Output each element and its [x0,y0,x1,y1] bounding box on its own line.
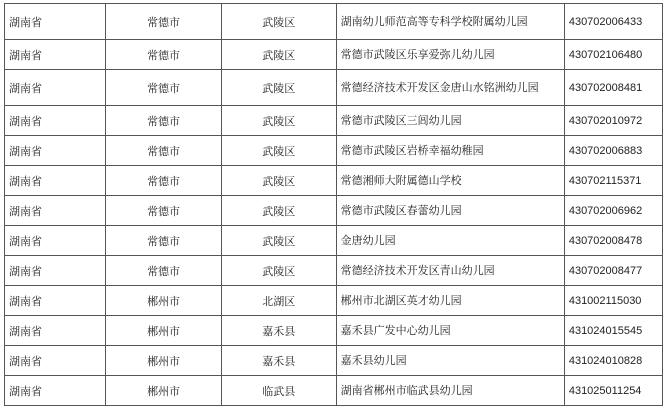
school-name-cell: 嘉禾县广发中心幼儿园 [336,316,564,346]
school-name-cell: 常德市武陵区乐享爱弥儿幼儿园 [336,40,564,70]
school-name-cell: 常德经济技术开发区金唐山水铭洲幼儿园 [336,70,564,106]
school-name-cell: 常德经济技术开发区青山幼儿园 [336,256,564,286]
school-code-cell: 430702006883 [564,136,662,166]
province-cell: 湖南省 [5,256,106,286]
province-cell: 湖南省 [5,196,106,226]
school-name-cell: 湖南省郴州市临武县幼儿园 [336,376,564,406]
table-row [5,106,663,136]
school-code-cell: 431025011254 [564,376,662,406]
city-cell: 常德市 [106,40,222,70]
province-cell: 湖南省 [5,316,106,346]
city-cell: 常德市 [106,256,222,286]
table-row [5,256,663,286]
province-cell: 湖南省 [5,346,106,376]
school-code-cell: 430702010972 [564,106,662,136]
province-cell: 湖南省 [5,166,106,196]
table-row [5,166,663,196]
school-name-cell: 金唐幼儿园 [336,226,564,256]
school-name-cell: 嘉禾县幼儿园 [336,346,564,376]
table-row [5,376,663,406]
district-cell: 嘉禾县 [221,346,336,376]
kindergarten-table [4,3,663,406]
city-cell: 郴州市 [106,286,222,316]
table-body [5,4,663,406]
table-row [5,226,663,256]
school-name-cell: 常德市武陵区春蕾幼儿园 [336,196,564,226]
province-cell: 湖南省 [5,286,106,316]
city-cell: 常德市 [106,106,222,136]
table-row [5,4,663,40]
district-cell: 武陵区 [221,196,336,226]
school-name-cell: 郴州市北湖区英才幼儿园 [336,286,564,316]
school-code-cell: 430702008477 [564,256,662,286]
city-cell: 常德市 [106,70,222,106]
province-cell: 湖南省 [5,376,106,406]
school-code-cell: 431024010828 [564,346,662,376]
city-cell: 郴州市 [106,316,222,346]
school-code-cell: 431024015545 [564,316,662,346]
province-cell: 湖南省 [5,70,106,106]
school-code-cell: 430702006962 [564,196,662,226]
school-name-cell: 常德湘师大附属德山学校 [336,166,564,196]
school-code-cell: 430702106480 [564,40,662,70]
district-cell: 嘉禾县 [221,316,336,346]
province-cell: 湖南省 [5,40,106,70]
school-code-cell: 430702008478 [564,226,662,256]
table-row [5,196,663,226]
district-cell: 北湖区 [221,286,336,316]
district-cell: 武陵区 [221,136,336,166]
province-cell: 湖南省 [5,106,106,136]
school-code-cell: 431002115030 [564,286,662,316]
district-cell: 武陵区 [221,166,336,196]
school-code-cell: 430702006433 [564,4,662,40]
city-cell: 常德市 [106,4,222,40]
school-name-cell: 常德市武陵区三闾幼儿园 [336,106,564,136]
province-cell: 湖南省 [5,136,106,166]
city-cell: 常德市 [106,226,222,256]
district-cell: 武陵区 [221,256,336,286]
table-row [5,316,663,346]
city-cell: 郴州市 [106,376,222,406]
school-code-cell: 430702115371 [564,166,662,196]
district-cell: 武陵区 [221,4,336,40]
district-cell: 武陵区 [221,40,336,70]
table-row [5,286,663,316]
table-row [5,136,663,166]
table-row [5,346,663,376]
table-row [5,40,663,70]
district-cell: 武陵区 [221,106,336,136]
city-cell: 常德市 [106,196,222,226]
city-cell: 郴州市 [106,346,222,376]
city-cell: 常德市 [106,136,222,166]
school-code-cell: 430702008481 [564,70,662,106]
table-row [5,70,663,106]
province-cell: 湖南省 [5,226,106,256]
city-cell: 常德市 [106,166,222,196]
school-name-cell: 湖南幼儿师范高等专科学校附属幼儿园 [336,4,564,40]
district-cell: 临武县 [221,376,336,406]
school-name-cell: 常德市武陵区岩桥幸福幼稚园 [336,136,564,166]
district-cell: 武陵区 [221,70,336,106]
district-cell: 武陵区 [221,226,336,256]
province-cell: 湖南省 [5,4,106,40]
